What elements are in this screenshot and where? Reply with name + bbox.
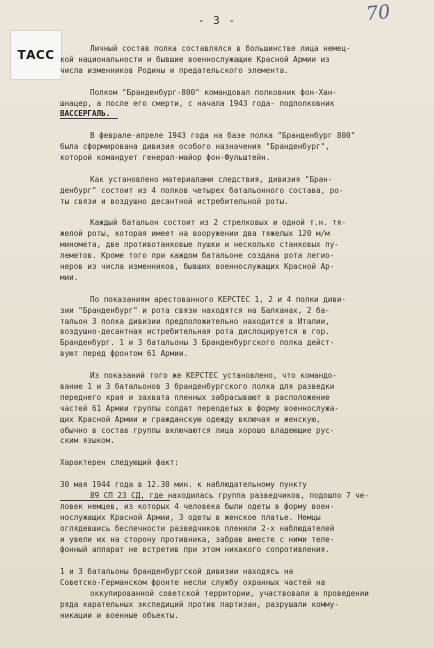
text-line: ловек немцев, из которых 4 человека были одеты в форму воен-: [60, 501, 335, 511]
text-line: Каждый батальон состоит из 2 стрелковых и одной т.н. тя-: [90, 218, 347, 228]
text-line: щих Красной Армии и гражданскую одежду включая и женскую,: [60, 414, 321, 424]
text-line: тальон 3 полка дивизии предположительно находится в Италии,: [60, 316, 330, 326]
text-line: была сформирована дивизия особого назначения "Бранденбург",: [60, 142, 330, 152]
text-line: вание 1 и 3 батальонов 3 бранденбургского полка для разведки: [60, 381, 335, 391]
text-line: и увели их на сторону противника, забрав вместе с ними теле-: [60, 534, 335, 544]
text-line: леметов. Кроме того при каждом батальоне создана рота легио-: [60, 251, 335, 261]
text-line: переднего края и захвата пленных забрасывают в расположение: [60, 392, 330, 402]
text-line: ты связи и воздушно десантной истребительной роты.: [60, 196, 289, 206]
text-line: миномета, две противотанковые пушки и несколько станковых пу-: [60, 240, 339, 250]
tass-logo: [10, 30, 62, 80]
text-line: Как установлено материалами следствия, дивизия "Бран-: [90, 174, 333, 184]
pen-underline: [60, 118, 118, 119]
text-line: шнацер, а после его смерти, с начала 1943 года- подполковник: [60, 98, 335, 108]
text-line: мии.: [60, 272, 79, 282]
text-line: 30 мая 1944 года в 12.30 мин. к наблюдательному пункту: [60, 480, 307, 489]
text-line: В феврале-апреле 1943 года на базе полка "Бранденбург 800": [90, 131, 356, 141]
text-line: зии "Бранденбург" и рота связи находятся на Балканах, 2 ба-: [60, 305, 330, 315]
text-line: фонный аппарат не встретив при этом никакого сопротивления.: [60, 545, 330, 555]
tass-logo-text: ТАСС: [17, 48, 55, 62]
pen-underline: [60, 500, 170, 501]
page-number: - 3 -: [197, 14, 237, 27]
text-line: Характерен следующий факт:: [60, 458, 179, 468]
text-line: По показаниям арестованного КЕРСТЕС 1, 2 и 4 полки диви-: [90, 294, 347, 304]
text-line: ряда карательных экспедиций против партизан, разрушали комму-: [60, 599, 339, 609]
text-line: ским языком.: [60, 436, 115, 446]
text-line: кой национальности и бывшие военнослужащие Красной Армии из: [60, 54, 330, 64]
text-line: 89 СП 23 СД, где находилась группа разведчиков, подошло 7 че-: [90, 490, 369, 500]
text-line: частей 61 Армии группы солдат переодетых в форму военнослужа-: [60, 403, 339, 413]
text-line: Бранденбург. 1 и 3 батальоны 3 Бранденбургского полка дейст-: [60, 338, 335, 348]
text-line: Полком "Бранденбург-800" командовал полковник фон-Хан-: [90, 87, 337, 97]
text-line: денбург" состоит из 4 полков четырех батальонного состава, ро-: [60, 185, 344, 195]
text-line: Из показаний того же КЕРСТЕС установлено, что командо-: [90, 371, 337, 380]
text-line: ВАССЕРГАЛЬ.: [60, 109, 111, 119]
archive-handwritten-number: 70: [364, 0, 392, 26]
text-line: числа изменников Родины и предательского элемента.: [60, 65, 289, 75]
text-line: никации и военные объекты.: [60, 610, 179, 620]
text-line: воздушно-десантная истребительная рота дислоцируется в гор.: [60, 327, 330, 337]
text-line: Личный состав полка составлялся в большинстве лица немец-: [90, 44, 351, 53]
text-line: вуют перед фронтом 61 Армии.: [60, 349, 189, 359]
text-line: Советско-Германском фронте несли службу охранных частей на: [60, 578, 326, 588]
text-line: обычно в состав группы включаются лица хорошо владеющие рус-: [60, 425, 335, 435]
text-line: которой командует генерал-майор фон-Фульштейн.: [60, 153, 271, 162]
text-line: неров из числа изменников, бывших военнослужащих Красной Ар-: [60, 262, 335, 271]
text-line: желой роты, которая имеет на вооружении два тяжелых 120 м/м: [60, 229, 330, 239]
text-line: нослужащих Красной Армии, 3 одеты в женское платье. Немцы: [60, 512, 321, 522]
text-line: 1 и 3 батальоны бранденбургской дивизии находясь на: [60, 567, 294, 577]
text-line: оглядевшись беспечности разведчиков пленили 2-х наблюдателей: [60, 523, 335, 533]
text-line: оккупированной советской территории, участвовали в проведении: [90, 589, 369, 598]
